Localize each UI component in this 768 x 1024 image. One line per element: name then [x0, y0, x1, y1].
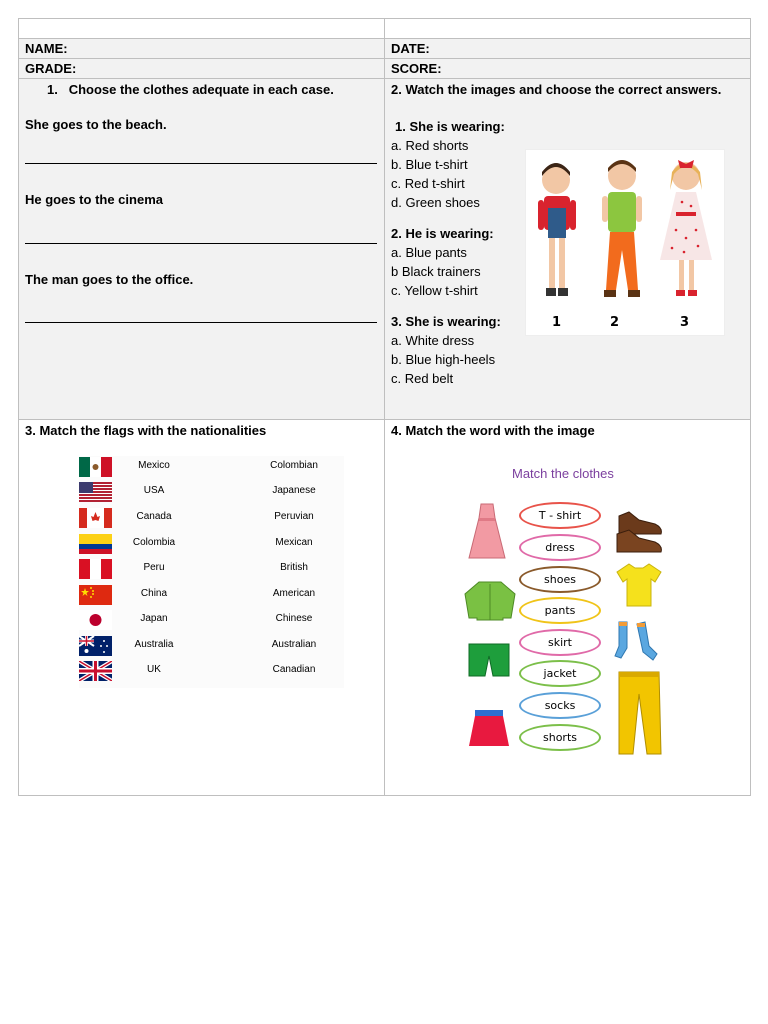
question-3-title: 3. She is wearing: [391, 314, 501, 329]
nationality-label: Chinese [275, 613, 313, 624]
section2-title: 2. Watch the images and choose the correct answers. [391, 82, 722, 97]
blank-cell-left [19, 19, 385, 39]
q3-option-c[interactable]: c. Red belt [391, 371, 454, 386]
flag-row-8 [79, 635, 344, 660]
country-label: Peru [143, 562, 165, 573]
question-2-title: 2. He is wearing: [391, 226, 494, 241]
nationality-label: Colombian [270, 460, 318, 471]
nationality-label: Mexican [275, 537, 313, 548]
country-label: Japan [140, 613, 168, 624]
tshirt-icon [615, 560, 663, 608]
word-oval-shorts[interactable]: shorts [519, 724, 601, 751]
nationality-label: Peruvian [274, 511, 314, 522]
flag-row-5 [79, 558, 344, 583]
usa-flag-icon [79, 482, 112, 502]
section1-title-text: Choose the clothes adequate in each case. [68, 82, 334, 97]
figure-label-3: 3 [680, 315, 690, 330]
flag-row-7 [79, 609, 344, 634]
japan-flag-icon [79, 610, 112, 630]
skirt-icon [467, 708, 511, 748]
children-illustration [525, 149, 725, 336]
section2-cell [385, 79, 751, 420]
date-label: DATE: [385, 39, 751, 59]
australia-flag-icon [79, 636, 112, 656]
blank-cell-right [385, 19, 751, 39]
china-flag-icon [79, 585, 112, 605]
answer-line-1[interactable] [25, 163, 377, 164]
shorts-icon [467, 642, 511, 678]
word-oval-shoes[interactable]: shoes [519, 566, 601, 593]
answer-line-3[interactable] [25, 322, 377, 323]
answer-line-2[interactable] [25, 243, 377, 244]
q2-option-b[interactable]: b Black trainers [391, 264, 481, 279]
section4-title: 4. Match the word with the image [391, 423, 595, 438]
section1-cell [19, 79, 385, 420]
child-2-figure [602, 160, 642, 297]
pants-icon [615, 670, 665, 756]
socks-icon [613, 618, 659, 664]
country-label: Mexico [138, 460, 170, 471]
nationality-label: Japanese [272, 485, 316, 496]
section3-title: 3. Match the flags with the nationalities [25, 423, 267, 438]
word-oval-skirt[interactable]: skirt [519, 629, 601, 656]
word-oval-jacket[interactable]: jacket [519, 660, 601, 687]
jacket-icon [463, 580, 517, 622]
prompt-office: The man goes to the office. [25, 272, 194, 287]
colombia-flag-icon [79, 534, 112, 554]
q1-option-a[interactable]: a. Red shorts [391, 138, 469, 153]
worksheet-table [18, 18, 751, 796]
q1-option-d[interactable]: d. Green shoes [391, 195, 480, 210]
q1-option-c[interactable]: c. Red t-shirt [391, 176, 465, 191]
prompt-beach: She goes to the beach. [25, 117, 167, 132]
nationality-label: British [280, 562, 308, 573]
canada-flag-icon [79, 508, 112, 528]
flag-row-4 [79, 533, 344, 558]
section1-number: 1. [47, 82, 58, 97]
name-label: NAME: [19, 39, 385, 59]
flag-row-6 [79, 584, 344, 609]
section1-title [25, 82, 378, 97]
country-label: Canada [136, 511, 172, 522]
question-1-title: 1. She is wearing: [395, 119, 505, 134]
grade-label: GRADE: [19, 59, 385, 79]
word-oval-tshirt[interactable]: T - shirt [519, 502, 601, 529]
section4-cell [385, 420, 751, 796]
country-label: USA [143, 485, 165, 496]
nationality-label: Australian [271, 639, 317, 650]
peru-flag-icon [79, 559, 112, 579]
q3-option-b[interactable]: b. Blue high-heels [391, 352, 496, 367]
flag-row-3 [79, 507, 344, 532]
q1-option-b[interactable]: b. Blue t-shirt [391, 157, 468, 172]
q3-option-a[interactable]: a. White dress [391, 333, 475, 348]
figure-label-1: 1 [552, 315, 562, 330]
q2-option-c[interactable]: c. Yellow t-shirt [391, 283, 478, 298]
word-oval-dress[interactable]: dress [519, 534, 601, 561]
section3-cell [19, 420, 385, 796]
flags-matching-table [79, 456, 344, 688]
country-label: Colombia [132, 537, 176, 548]
flag-row-9 [79, 660, 344, 685]
mexico-flag-icon [79, 457, 112, 477]
child-1-figure [538, 163, 576, 296]
word-oval-socks[interactable]: socks [519, 692, 601, 719]
prompt-cinema: He goes to the cinema [25, 192, 163, 207]
dress-icon [467, 500, 507, 562]
q2-option-a[interactable]: a. Blue pants [391, 245, 467, 260]
nationality-label: Canadian [272, 664, 316, 675]
word-oval-pants[interactable]: pants [519, 597, 601, 624]
score-label: SCORE: [385, 59, 751, 79]
uk-flag-icon [79, 661, 112, 681]
figure-label-2: 2 [610, 315, 620, 330]
flag-row-1 [79, 456, 344, 481]
match-clothes-title: Match the clothes [512, 466, 614, 481]
child-3-figure [660, 160, 712, 296]
children-illustration-svg [526, 150, 724, 335]
country-label: Australia [134, 639, 174, 650]
question-list [391, 105, 541, 388]
country-label: UK [147, 664, 161, 675]
flag-row-2 [79, 481, 344, 506]
nationality-label: American [272, 588, 316, 599]
shoes-icon [615, 506, 665, 554]
country-label: China [140, 588, 168, 599]
